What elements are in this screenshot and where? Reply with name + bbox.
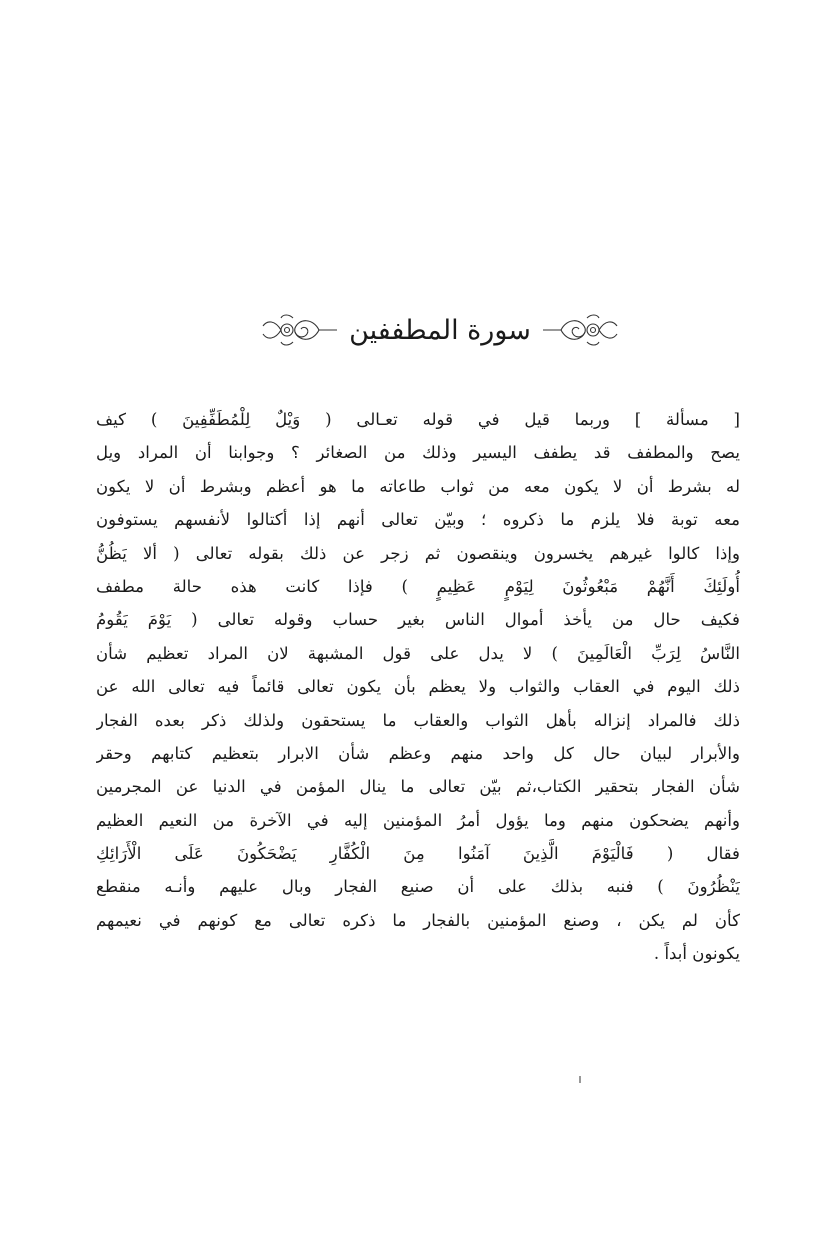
left-ornament-icon: [261, 310, 339, 350]
text-line-12: شأن الفجار بتحقير الكتاب،ثم بيّن تعالى ما ينال المؤمن في الدنيا عن المجرمين: [96, 777, 740, 797]
text-line-10: ذلك فالمراد إنزاله بأهل الثواب والعقاب ما يستحقون ولذلك ذكر بعده الفجار: [96, 710, 740, 730]
text-line-17: يكونون أبداً .: [653, 944, 740, 964]
text-line-15: يَنْظُرُونَ ) فنبه بذلك على أن صنيع الفجار وبال عليهم وأنـه منقطع: [96, 877, 740, 897]
surah-title: سورة المطففين: [349, 314, 531, 346]
text-line-3: له بشرط أن لا يكون معه من ثواب طاعاته ما هو أعظم وبشرط أن لا يكون: [96, 476, 740, 496]
text-line-9: ذلك اليوم في العقاب والثواب ولا يعظم بأن يكون تعالى قائماً فيه تعالى الله عن: [96, 677, 740, 697]
text-line-4: معه توبة فلا يلزم ما ذكروه ؛ وبيّن تعالى أنهم إذا أكتالوا لأنفسهم يستوفون: [96, 510, 740, 530]
surah-heading: [290, 300, 590, 360]
text-line-5: وإذا كالوا غيرهم يخسرون وينقصون ثم زجر عن ذلك بقوله تعالى ( ألا يَظُنُّ: [96, 543, 740, 563]
text-line-11: والأبرار لبيان حال كل واحد منهم وعظم شأن الابرار بتعظيم كتابهم وحقر: [96, 743, 740, 763]
scan-mark: [579, 1076, 581, 1083]
text-line-14: فقال ( فَالْيَوْمَ الَّذِينَ آمَنُوا مِنَ الْكُفَّارِ يَضْحَكُونَ عَلَى الْأَرَائِكِ: [96, 844, 740, 864]
text-line-13: وأنهم يضحكون منهم وما يؤول أمرُ المؤمنين إليه في الآخرة من النعيم العظيم: [96, 810, 740, 830]
text-line-7: فكيف حال من يأخذ أموال الناس بغير حساب وقوله تعالى ( يَوْمَ يَقُومُ: [96, 610, 740, 630]
text-line-1: [ مسألة ] وربما قيل في قوله تعـالى ( وَيْلٌ لِلْمُطَفِّفِينَ ) كيف: [96, 410, 740, 429]
right-ornament-icon: [541, 310, 619, 350]
text-line-6: أُولَئِكَ أَنَّهُمْ مَبْعُوثُونَ لِيَوْمٍ عَظِيمٍ ) فإذا كانت هذه حالة مطفف: [96, 576, 740, 596]
text-line-16: كأن لم يكن ، وصنع المؤمنين بالفجار ما ذكره تعالى مع كونهم في نعيمهم: [96, 910, 740, 930]
text-line-2: يصح والمطفف قد يطفف اليسير وذلك من الصغائر ؟ وجوابنا أن المراد ويل: [96, 443, 740, 463]
text-line-8: النَّاسُ لِرَبِّ الْعَالَمِينَ ) لا يدل على قول المشبهة لان المراد تعظيم شأن: [96, 643, 740, 663]
body-text: [96, 403, 740, 971]
